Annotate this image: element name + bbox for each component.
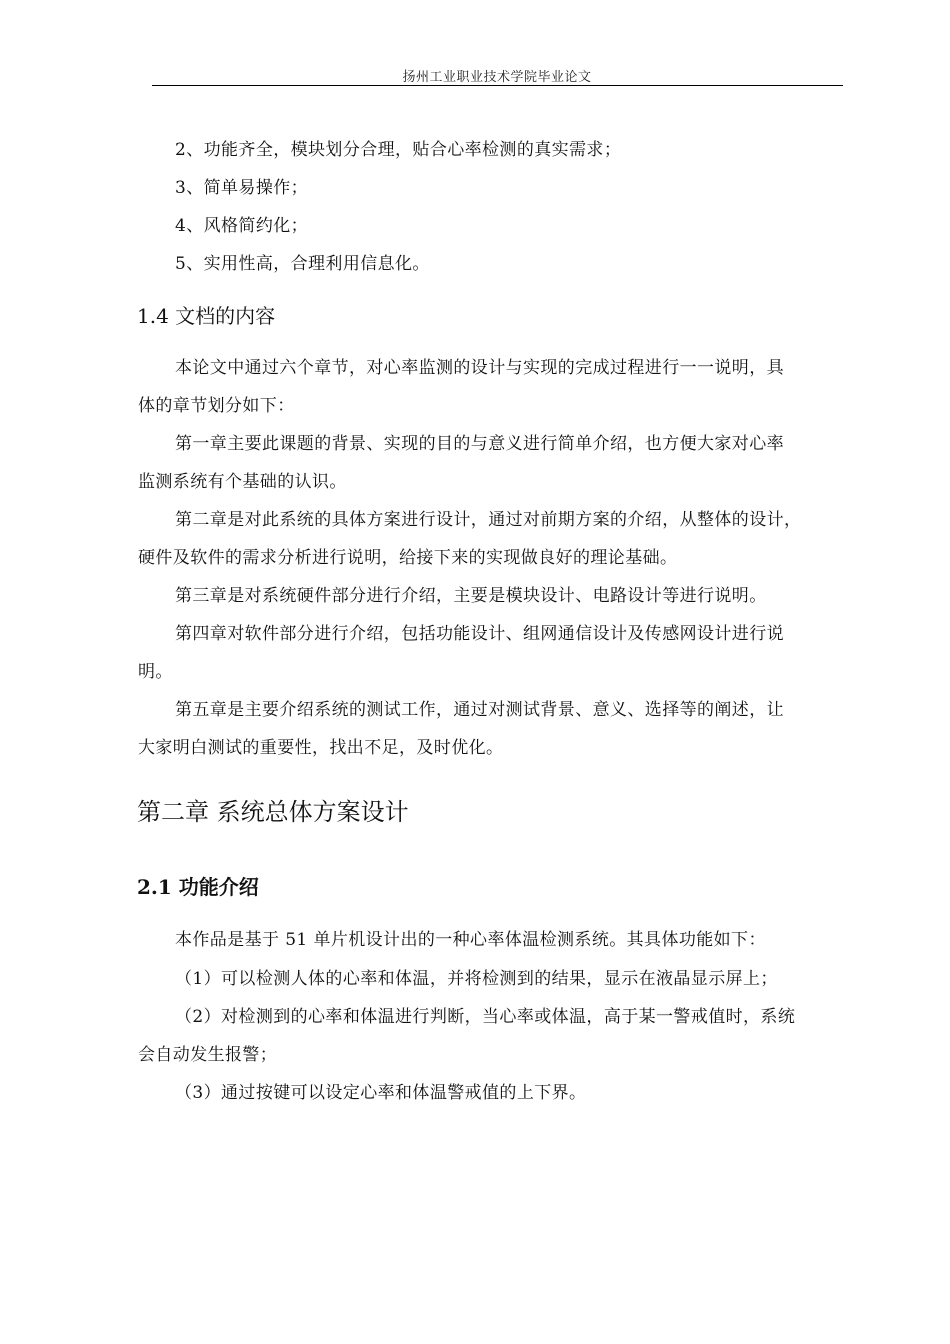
list-item: 3、简单易操作； — [175, 178, 309, 198]
chapter-heading: 第二章 系统总体方案设计 — [137, 798, 409, 826]
paragraph-line: 本论文中通过六个章节，对心率监测的设计与实现的完成过程进行一一说明，具 — [175, 358, 784, 378]
section-heading-2-1: 2.1 功能介绍 — [137, 875, 259, 899]
paragraph-line: 第二章是对此系统的具体方案进行设计，通过对前期方案的介绍，从整体的设计， — [175, 510, 802, 530]
list-item: 2、功能齐全，模块划分合理，贴合心率检测的真实需求； — [175, 140, 622, 160]
paragraph-line: 第一章主要此课题的背景、实现的目的与意义进行简单介绍，也方便大家对心率 — [175, 434, 784, 454]
paragraph-line: 第五章是主要介绍系统的测试工作，通过对测试背景、意义、选择等的阐述，让 — [175, 700, 784, 720]
paragraph-line: 体的章节划分如下： — [138, 396, 295, 416]
list-item: 4、风格简约化； — [175, 216, 309, 236]
paragraph-line: 监测系统有个基础的认识。 — [138, 472, 347, 492]
paragraph-line: 明。 — [138, 662, 173, 682]
paragraph-line: 本作品是基于 51 单片机设计出的一种心率体温检测系统。其具体功能如下： — [175, 930, 766, 950]
list-item: 会自动发生报警； — [138, 1045, 278, 1065]
paragraph-line: 第三章是对系统硬件部分进行介绍，主要是模块设计、电路设计等进行说明。 — [175, 586, 767, 606]
paragraph-line: 大家明白测试的重要性，找出不足，及时优化。 — [138, 738, 504, 758]
section-heading-1-4: 1.4 文档的内容 — [137, 304, 276, 328]
list-item: （2）对检测到的心率和体温进行判断，当心率或体温，高于某一警戒值时，系统 — [175, 1007, 796, 1027]
paragraph-line: 第四章对软件部分进行介绍，包括功能设计、组网通信设计及传感网设计进行说 — [175, 624, 784, 644]
list-item: （1）可以检测人体的心率和体温，并将检测到的结果，显示在液晶显示屏上； — [175, 969, 778, 989]
page-header-title: 扬州工业职业技术学院毕业论文 — [402, 70, 592, 85]
list-item: （3）通过按键可以设定心率和体温警戒值的上下界。 — [175, 1083, 587, 1103]
header-divider — [152, 85, 843, 86]
list-item: 5、实用性高，合理利用信息化。 — [175, 254, 430, 274]
paragraph-line: 硬件及软件的需求分析进行说明，给接下来的实现做良好的理论基础。 — [138, 548, 678, 568]
